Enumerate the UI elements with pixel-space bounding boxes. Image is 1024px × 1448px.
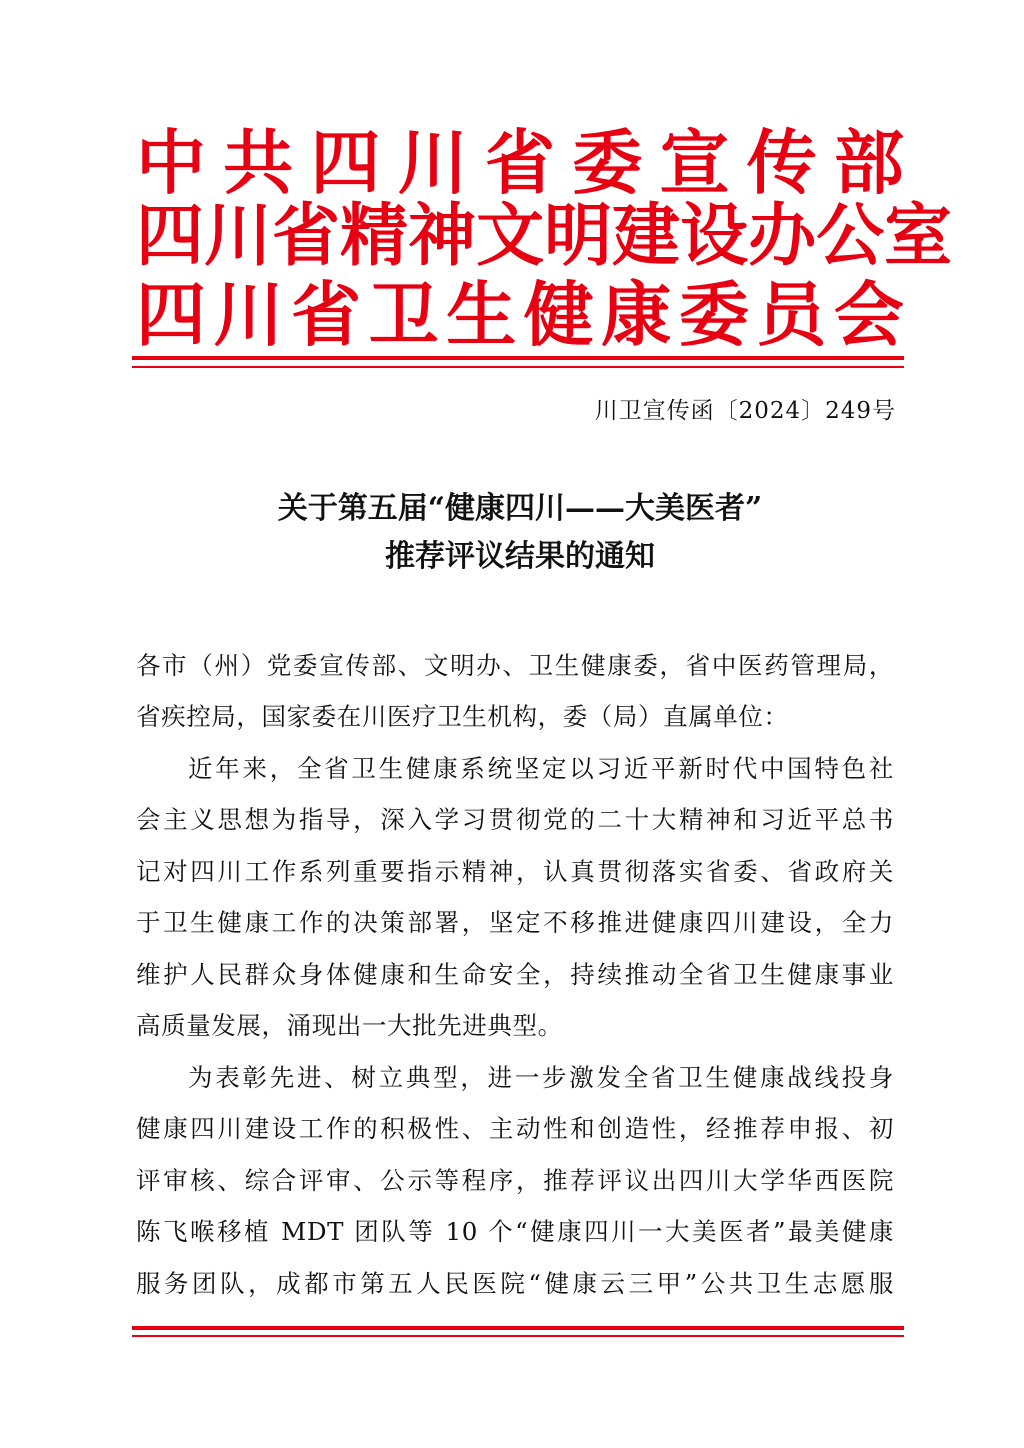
issuer-line-2 [136,197,953,276]
issuer-char: 公 [816,197,885,276]
issuer-char: 办 [748,197,817,276]
issuer-char: 设 [680,197,749,276]
paragraph-line: 近年来，全省卫生健康系统坚定以习近平新时代中国特色社 [188,754,894,783]
issuer-char: 委 [678,274,749,356]
issuer-char: 建 [612,197,681,276]
issuer-char: 健 [523,274,594,356]
paragraph-line: 陈飞喉移植 MDT 团队等 10 个“健康四川一大美医者”最美健康 [136,1217,894,1247]
paragraph-line: 健康四川建设工作的积极性、主动性和创造性，经推荐申报、初 [136,1114,894,1144]
issuer-line-3 [136,274,904,356]
footer-divider-thick [132,1326,904,1330]
issuer-char: 四 [310,122,381,204]
paragraph-1 [136,743,894,1051]
issuer-char: 神 [408,197,477,276]
paragraph-line: 评审核、综合评审、公示等程序，推荐评议出四川大学华西医院 [136,1165,894,1195]
issuer-char: 省 [291,274,362,356]
issuer-char: 宣 [659,122,730,204]
salutation-line: 各市（州）党委宣传部、文明办、卫生健康委，省中医药管理局， [136,651,894,680]
paragraph-line: 记对四川工作系列重要指示精神，认真贯彻落实省委、省政府关 [136,856,894,886]
issuer-char: 文 [476,197,545,276]
document-number: 川卫宣传函〔2024〕249号 [594,398,896,424]
issuer-char: 室 [884,197,953,276]
issuer-char: 康 [601,274,672,356]
issuer-char: 明 [544,197,613,276]
notice-title-line-2: 推荐评议结果的通知 [385,539,655,574]
issuer-char: 共 [223,122,294,204]
issuer-char: 精 [340,197,409,276]
header-divider-thick [132,356,904,360]
issuer-char: 传 [746,122,817,204]
issuer-char: 员 [756,274,827,356]
paragraph-line: 会主义思想为指导，深入学习贯彻党的二十大精神和习近平总书 [136,805,894,835]
paragraph-line: 维护人民群众身体健康和生命安全，持续推动全省卫生健康事业 [136,959,894,989]
salutation-line: 省疾控局，国家委在川医疗卫生机构，委（局）直属单位： [136,702,789,732]
issuer-char: 四 [136,274,206,356]
issuer-char: 委 [572,122,643,204]
notice-title-line-1: 关于第五届“健康四川——大美医者” [277,491,763,526]
header-divider-thin [132,366,904,368]
issuer-char: 省 [485,122,555,204]
footer-divider-thin [132,1335,904,1337]
issuer-char: 四 [136,197,205,276]
issuer-char: 川 [204,197,273,276]
issuer-char: 部 [834,122,904,204]
issuer-line-1 [136,122,904,204]
issuer-char: 川 [213,274,284,356]
issuer-char: 会 [833,274,904,356]
paragraph-line: 高质量发展，涌现出一大批先进典型。 [136,1011,563,1041]
issuer-char: 生 [446,274,517,356]
issuer-char: 中 [136,122,206,204]
paragraph-2 [136,1052,894,1309]
paragraph-line: 于卫生健康工作的决策部署，坚定不移推进健康四川建设，全力 [136,908,894,938]
paragraph-line: 为表彰先进、树立典型，进一步激发全省卫生健康战线投身 [188,1063,894,1092]
issuer-char: 卫 [368,274,439,356]
issuer-char: 川 [397,122,468,204]
salutation [136,640,894,743]
issuer-char: 省 [272,197,341,276]
paragraph-line: 服务团队，成都市第五人民医院“健康云三甲”公共卫生志愿服 [136,1268,894,1298]
